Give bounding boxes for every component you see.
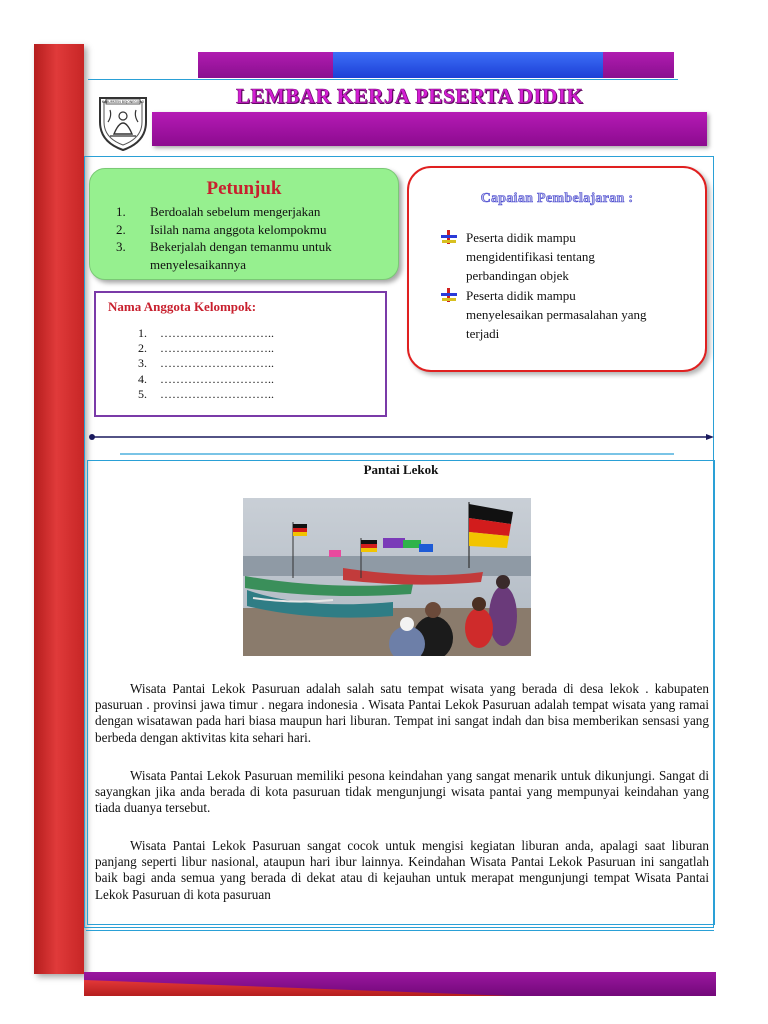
group-members-title: Nama Anggota Kelompok: (108, 299, 257, 314)
member-number: 1. (138, 326, 147, 340)
member-number: 4. (138, 371, 147, 386)
list-item-text: Isilah nama anggota kelompokmu (150, 221, 327, 237)
logo-caption: KABUPATEN BOJONEGORO (102, 100, 144, 104)
learning-outcome-line: menyelesaikan permasalahan yang (466, 307, 647, 322)
list-item-number: 1. (116, 204, 126, 219)
header-purple-bar (152, 112, 707, 146)
member-name-blank: ……………………….. (160, 326, 274, 340)
learning-outcome-item (440, 228, 702, 285)
instructions-list (110, 203, 390, 273)
beach-boats-flags-photo (243, 498, 531, 656)
learning-outcomes-title: Capaian Pembelajaran : (480, 191, 634, 206)
regency-emblem-icon (92, 92, 154, 152)
header-top-blue-bar (333, 52, 603, 78)
list-item-text: Berdoalah sebelum mengerjakan (150, 204, 321, 219)
reading-title: Pantai Lekok (363, 462, 439, 477)
member-blank-line[interactable] (120, 326, 274, 341)
list-item-number: 3. (116, 239, 126, 254)
group-members-list (120, 326, 274, 402)
member-blank-line[interactable] (120, 356, 274, 371)
list-item-text-continued: menyelesaikannya (150, 256, 247, 272)
reading-paragraph: Wisata Pantai Lekok Pasuruan adalah salah satu tempat wisata yang berada di desa lekok . kabupaten pasuruan . provinsi jawa timur . negara indonesia . Wisata Pantai Lekok Pasuruan adalah tempat wisata yang ramai dengan wisatawan pada hari biasa maupun hari liburan. Tempat ini sangat indah dan bisa memberikan sensasi yang berbeda dengan aktivitas kita sehari hari. (95, 681, 709, 745)
header-top-line (88, 79, 678, 80)
learning-outcome-line: mengidentifikasi tentang (466, 249, 595, 264)
member-number: 5. (138, 386, 147, 401)
list-item (110, 203, 390, 221)
section-divider-arrow (84, 428, 716, 458)
member-name-blank: ……………………….. (160, 386, 274, 401)
instructions-title: Petunjuk (206, 178, 282, 199)
learning-outcome-line: perbandingan objek (466, 268, 569, 283)
member-blank-line[interactable] (120, 387, 274, 402)
page-title: LEMBAR KERJA PESERTA DIDIK (236, 84, 584, 108)
learning-outcome-item (440, 286, 702, 343)
list-item-number: 2. (116, 221, 126, 237)
list-item (110, 238, 390, 256)
reading-paragraph: Wisata Pantai Lekok Pasuruan sangat cocok untuk mengisi kegiatan liburan anda, apalagi saat liburan panjang seperti libur nasional, ataupun hari ibur lainnya. Keindahan Wisata Pantai Lekok Pasuruan ini sangatlah baik bagi anda semua yang berada di dekat atau di kejauhan untuk merapat mengunjungi tempat Wisata Pantai Lekok Pasuruan di kota pasuruan (95, 838, 709, 902)
member-blank-line[interactable] (120, 372, 274, 387)
list-item-text: Bekerjalah dengan temanmu untuk (150, 239, 332, 254)
member-name-blank: ……………………….. (160, 341, 274, 356)
learning-outcome-line: Peserta didik mampu (466, 230, 576, 245)
member-number: 2. (138, 341, 147, 356)
member-number: 3. (138, 356, 147, 371)
list-item (110, 256, 390, 274)
reading-paragraph: Wisata Pantai Lekok Pasuruan memiliki pesona keindahan yang sangat menarik untuk dikunjungi. Sangat di sayangkan jika anda berada di kota pasuruan tidak mengunjungi wisata pantai yang mempunyai keindahan yang tiada duanya tersebut. (95, 768, 709, 816)
member-name-blank: ……………………….. (160, 356, 274, 371)
learning-outcome-line: terjadi (466, 326, 500, 341)
list-item (110, 221, 390, 239)
member-name-blank: ……………………….. (160, 371, 274, 386)
member-blank-line[interactable] (120, 341, 274, 356)
content-frame-bottom-line (86, 930, 714, 931)
left-side-bar (34, 44, 84, 974)
learning-outcome-line: Peserta didik mampu (466, 288, 576, 303)
